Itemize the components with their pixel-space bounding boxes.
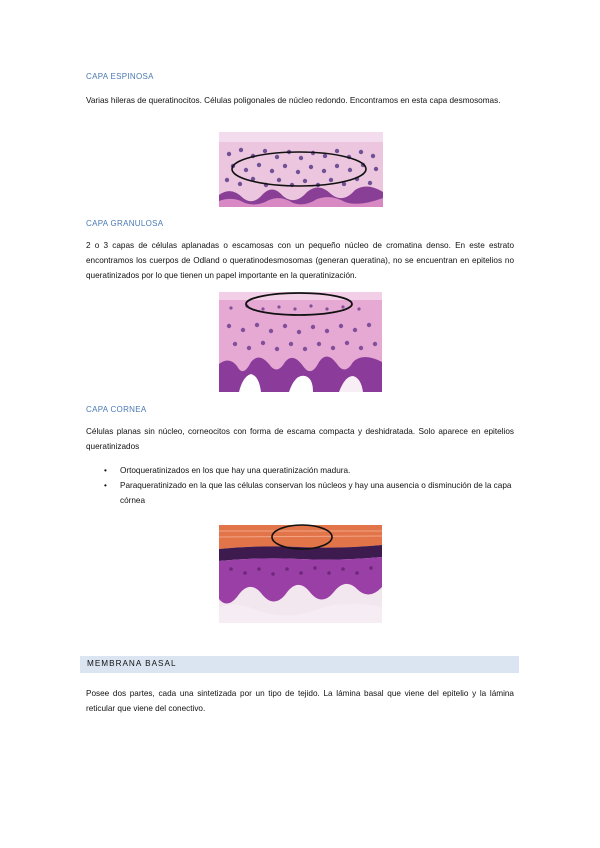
micrograph-capa-cornea [219,515,382,623]
list-item-text: Paraqueratinizado en la que las células conservan los núcleos y hay una ausencia o disminución de la capa córnea [120,481,512,505]
paragraph-membrana-basal: Posee dos partes, cada una sintetizada por un tipo de tejido. La lámina basal que viene del epitelio y la lámina reticular que viene del conectivo. [86,689,514,713]
list-item-text: Ortoqueratinizados en los que hay una queratinización madura. [120,466,351,475]
paragraph-capa-cornea: Células planas sin núcleo, corneocitos con forma de escama compacta y deshidratada. Solo aparece en epitelios queratinizados [86,427,514,451]
paragraph-capa-granulosa: 2 o 3 capas de células aplanadas o escamosas con un pequeño núcleo de cromatina denso. En este estrato encontramos los cuerpos de Odland o queratinodesmosomas (generan queratina), no se encuentran en epitelios no queratinizados por lo que tienen un papel importante en la queratinización. [86,241,514,280]
paragraph-capa-espinosa: Varias hileras de queratinocitos. Células poligonales de núcleo redondo. Encontramos en esta capa desmosomas. [86,96,501,105]
heading-capa-cornea: CAPA CORNEA [86,405,147,414]
heading-capa-espinosa: CAPA ESPINOSA [86,72,154,81]
list-item [104,463,514,478]
bullet-icon: • [104,466,107,475]
bullet-icon: • [104,481,107,490]
micrograph-capa-espinosa [219,132,383,207]
micrograph-capa-granulosa [219,292,382,392]
heading-membrana-basal: MEMBRANA BASAL [87,659,177,668]
list-item [104,478,514,508]
heading-capa-granulosa: CAPA GRANULOSA [86,219,164,228]
bullet-list-cornea [104,463,514,508]
section-banner-membrana-basal [80,656,519,673]
